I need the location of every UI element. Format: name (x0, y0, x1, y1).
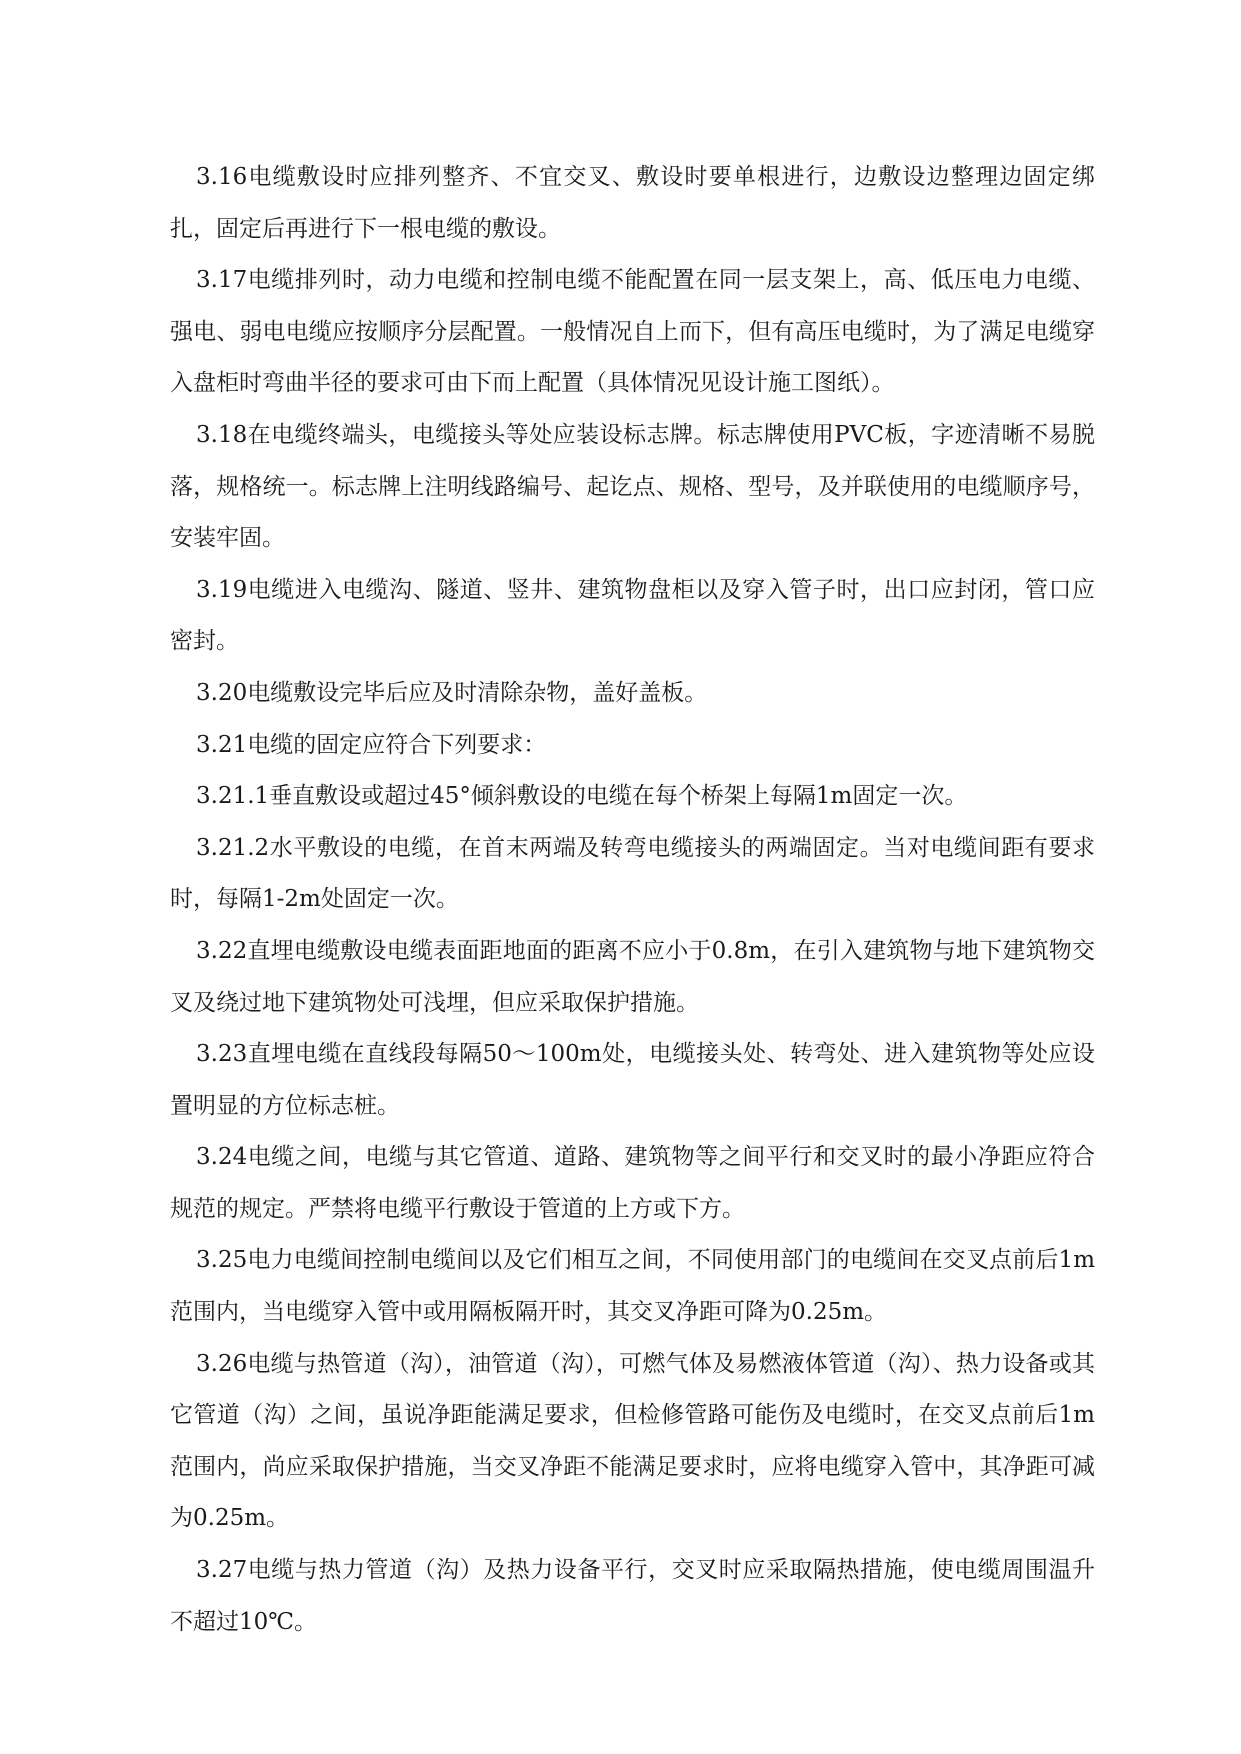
clause-3-22: 3.22直埋电缆敷设电缆表面距地面的距离不应小于0.8m，在引入建筑物与地下建筑物交叉及绕过地下建筑物处可浅埋，但应采取保护措施。 (170, 937, 1095, 1016)
clause-3-23: 3.23直埋电缆在直线段每隔50～100m处，电缆接头处、转弯处、进入建筑物等处应设置明显的方位标志桩。 (170, 1041, 1095, 1119)
clause-3-18: 3.18在电缆终端头，电缆接头等处应装设标志牌。标志牌使用PVC板，字迹清晰不易脱落，规格统一。标志牌上注明线路编号、起讫点、规格、型号，及并联使用的电缆顺序号，安装牢固。 (170, 421, 1095, 552)
clause-3-21-1: 3.21.1垂直敷设或超过45°倾斜敷设的电缆在每个桥架上每隔1m固定一次。 (196, 783, 968, 810)
clause-3-26: 3.26电缆与热管道（沟），油管道（沟），可燃气体及易燃液体管道（沟）、热力设备或其它管道（沟）之间，虽说净距能满足要求，但检修管路可能伤及电缆时，在交叉点前后1m范围内，尚应采取保护措施，当交叉净距不能满足要求时，应将电缆穿入管中，其净距可减为0.25m。 (170, 1350, 1095, 1532)
clause-3-16: 3.16电缆敷设时应排列整齐、不宜交叉、敷设时要单根进行，边敷设边整理边固定绑扎，固定后再进行下一根电缆的敷设。 (170, 164, 1095, 242)
clause-3-20: 3.20电缆敷设完毕后应及时清除杂物，盖好盖板。 (196, 679, 708, 706)
clause-3-27: 3.27电缆与热力管道（沟）及热力设备平行，交叉时应采取隔热措施，使电缆周围温升不超过10℃。 (170, 1557, 1095, 1635)
clause-3-24: 3.24电缆之间，电缆与其它管道、道路、建筑物等之间平行和交叉时的最小净距应符合规范的规定。严禁将电缆平行敷设于管道的上方或下方。 (170, 1144, 1095, 1222)
clause-3-17: 3.17电缆排列时，动力电缆和控制电缆不能配置在同一层支架上，高、低压电力电缆、强电、弱电电缆应按顺序分层配置。一般情况自上而下，但有高压电缆时，为了满足电缆穿入盘柜时弯曲半径的要求可由下而上配置（具体情况见设计施工图纸）。 (170, 267, 1095, 397)
clause-3-25: 3.25电力电缆间控制电缆间以及它们相互之间，不同使用部门的电缆间在交叉点前后1m范围内，当电缆穿入管中或用隔板隔开时，其交叉净距可降为0.25m。 (170, 1247, 1095, 1326)
clause-3-21: 3.21电缆的固定应符合下列要求： (196, 731, 547, 758)
clause-3-19: 3.19电缆进入电缆沟、隧道、竖井、建筑物盘柜以及穿入管子时，出口应封闭，管口应密封。 (170, 576, 1095, 655)
clause-3-21-2: 3.21.2水平敷设的电缆，在首末两端及转弯电缆接头的两端固定。当对电缆间距有要求时，每隔1-2m处固定一次。 (170, 834, 1095, 913)
document-body (170, 152, 1095, 1648)
